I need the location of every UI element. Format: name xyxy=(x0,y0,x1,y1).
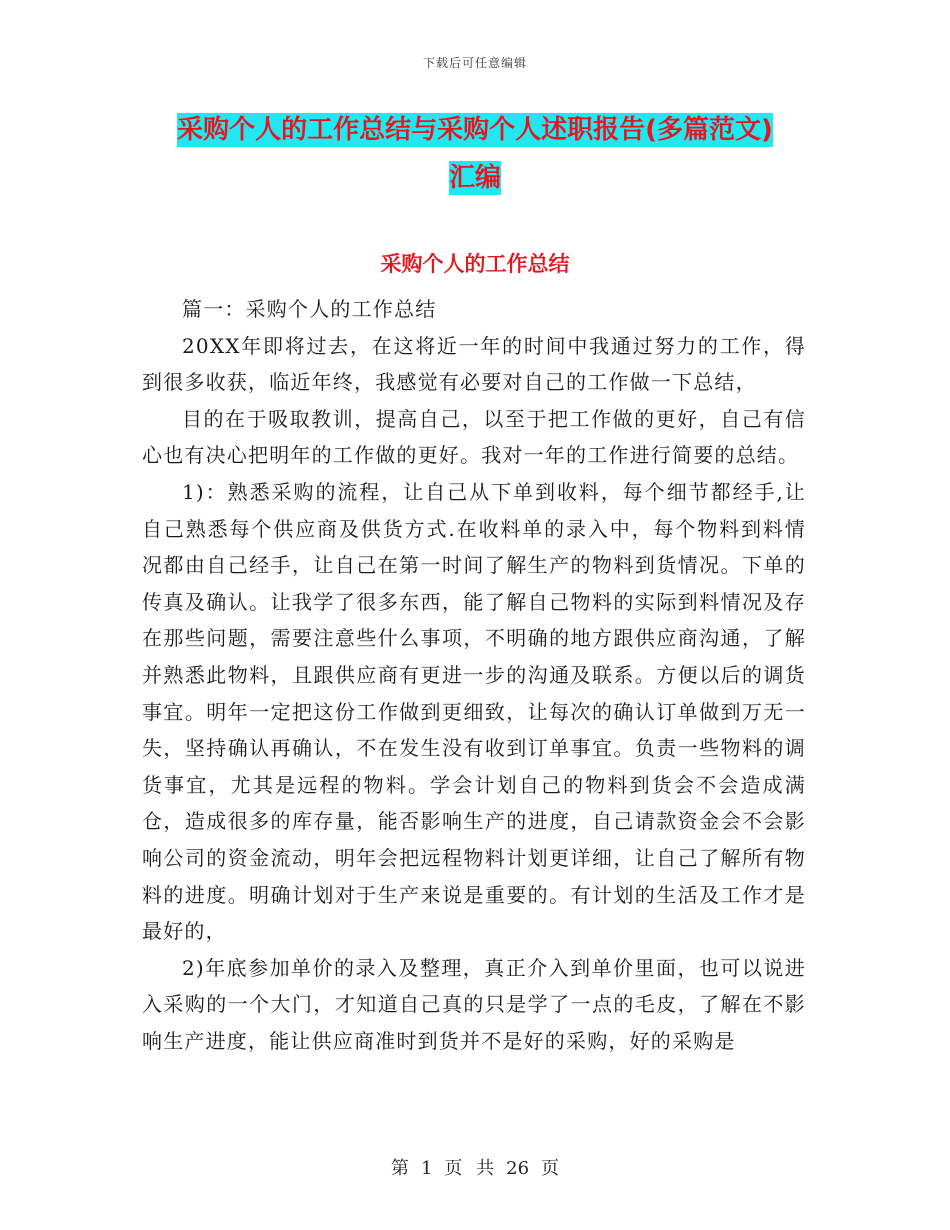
document-body xyxy=(142,291,806,1059)
section-heading: 采购个人的工作总结 xyxy=(380,252,570,276)
paragraph: 20XX年即将过去，在这将近一年的时间中我通过努力的工作，得到很多收获，临近年终，我感觉有必要对自己的工作做一下总结， xyxy=(142,333,806,395)
footer-mid: 页 共 xyxy=(444,1158,495,1179)
paragraph: 2)年底参加单价的录入及整理，真正介入到单价里面，也可以说进入采购的一个大门，才知道自己真的只是学了一点的毛皮，了解在不影响生产进度，能让供应商准时到货并不是好的采购，好的采购是 xyxy=(142,955,806,1053)
paragraph: 1)：熟悉采购的流程，让自己从下单到收料，每个细节都经手,让自己熟悉每个供应商及供货方式.在收料单的录入中，每个物料到料情况都由自己经手，让自己在第一时间了解生产的物料到货情况。下单的传真及确认。让我学了很多东西，能了解自己物料的实际到料情况及存在那些问题，需要注意些什么事项，不明确的地方跟供应商沟通，了解并熟悉此物料，且跟供应商有更进一步的沟通及联系。方便以后的调货事宜。明年一定把这份工作做到更细致，让每次的确认订单做到万无一失，坚持确认再确认，不在发生没有收到订单事宜。负责一些物料的调货事宜，尤其是远程的物料。学会计划自己的物料到货会不会造成满仓，造成很多的库存量，能否影响生产的进度，自己请款资金会不会影响公司的资金流动，明年会把远程物料计划更详细，让自己了解所有物料的进度。明确计划对于生产来说是重要的。有计划的生活及工作才是最好的， xyxy=(142,479,806,944)
page-footer xyxy=(0,1154,950,1180)
title-line-1: 采购个人的工作总结与采购个人述职报告(多篇范文) xyxy=(177,115,773,145)
header-note: 下载后可任意编辑 xyxy=(422,56,527,70)
paragraph: 目的在于吸取教训，提高自己，以至于把工作做的更好，自己有信心也有决心把明年的工作做的更好。我对一年的工作进行简要的总结。 xyxy=(142,406,806,468)
footer-page-number: 1 xyxy=(420,1158,433,1179)
document-title xyxy=(130,106,820,202)
paragraph-chapter-label: 篇一：采购个人的工作总结 xyxy=(182,297,437,321)
footer-total-pages: 26 xyxy=(506,1158,530,1179)
footer-suffix: 页 xyxy=(541,1158,560,1179)
title-line-2: 汇编 xyxy=(448,163,501,193)
footer-prefix: 第 xyxy=(390,1158,409,1179)
